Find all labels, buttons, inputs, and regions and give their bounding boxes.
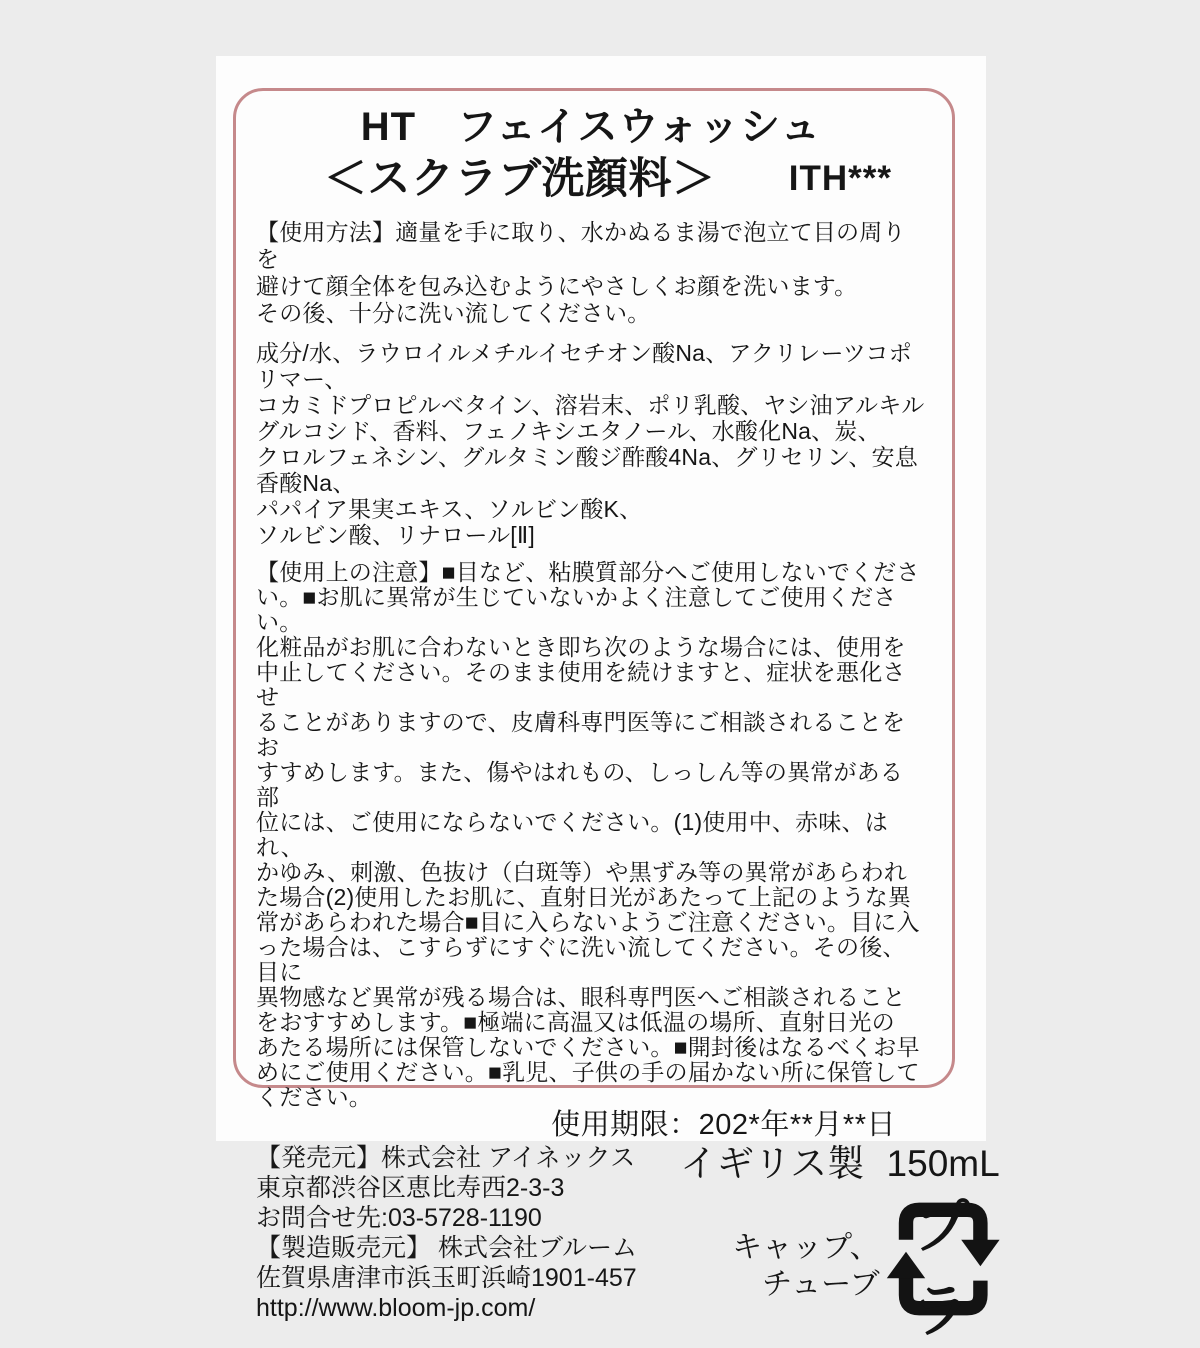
distributor-label: 【発売元】株式会社 アイネックス — [256, 1144, 636, 1172]
label-border-box — [233, 88, 1000, 1345]
usage-instructions: 【使用方法】適量を手に取り、水かぬるま湯で泡立て目の周りを 避けて顔全体を包み込むようにやさしくお顔を洗います。 その後、十分に洗い流してください。 — [256, 219, 906, 326]
net-volume: 150mL — [886, 1143, 1000, 1184]
subtitle-row — [256, 151, 926, 209]
country-of-origin: イギリス製 — [680, 1143, 865, 1184]
manufacturer-label: 【製造販売元】 株式会社ブルーム — [256, 1234, 637, 1262]
footer-section — [256, 1143, 1000, 1345]
product-subtitle: ＜スクラブ洗顔料＞ — [324, 155, 716, 203]
recycle-mark-text: プラ — [911, 1195, 968, 1345]
company-info — [256, 1143, 680, 1323]
origin-recycle-column — [680, 1143, 1002, 1345]
product-title: HT フェイスウォッシュ — [360, 105, 822, 149]
plastic-recycle-icon — [882, 1195, 1002, 1345]
origin-volume-line — [680, 1143, 1002, 1185]
lot-code: ITH*** — [788, 159, 892, 198]
contact-phone: お問合せ先:03-5728-1190 — [256, 1204, 542, 1232]
recycle-row — [680, 1195, 1002, 1345]
distributor-address: 東京都渋谷区恵比寿西2-3-3 — [256, 1174, 565, 1202]
usage-cautions: 【使用上の注意】■目など、粘膜質部分へご使用しないでくださ い。■お肌に異常が生じていないかよく注意してご使用ください。 化粧品がお肌に合わないとき即ち次のような場合には、使用を 中止してください。そのまま使用を続けますと、症状を悪化させ ることがありますので、皮膚科専門医等にご相談されることをお すすめします。また、傷やはれもの、しっしん等の異常がある部 位には、ご使用にならないでください。(1)使用中、赤味、はれ、 かゆみ、刺激、色抜け（白斑等）や黒ずみ等の異常があらわれ た場合(2)使用したお肌に、直射日光があたって上記のような異 常があらわれた場合■目に入らないようご注意ください。目に入 った場合は、こすらずにすぐに洗い流してください。その後、目に 異物感など異常が残る場合は、眼科専門医へご相談されること をおすすめします。■極端に高温又は低温の場所、直射日光の あたる場所には保管しないでください。■開封後はなるべくお早 めにご使用ください。■乳児、子供の手の届かない所に保管して ください。 — [256, 559, 920, 1110]
expiry-date: 使用期限：202*年**月**日 — [551, 1109, 896, 1141]
recycle-parts-label: キャップ、 チューブ — [732, 1231, 880, 1301]
manufacturer-address: 佐賀県唐津市浜玉町浜崎1901-457 — [256, 1264, 637, 1292]
ingredients-list: 成分/水、ラウロイルメチルイセチオン酸Na、アクリレーツコポリマー、 コカミドプロピルベタイン、溶岩末、ポリ乳酸、ヤシ油アルキル グルコシド、香料、フェノキシエタノール、水酸化Na、炭、 クロルフェネシン、グルタミン酸ジ酢酸4Na、グリセリン、安息香酸Na、 パパイア果実エキス、ソルビン酸K、 ソルビン酸、リナロール[Ⅱ] — [256, 340, 925, 548]
label-sheet — [216, 56, 1000, 1345]
company-url: http://www.bloom-jp.com/ — [256, 1294, 536, 1322]
